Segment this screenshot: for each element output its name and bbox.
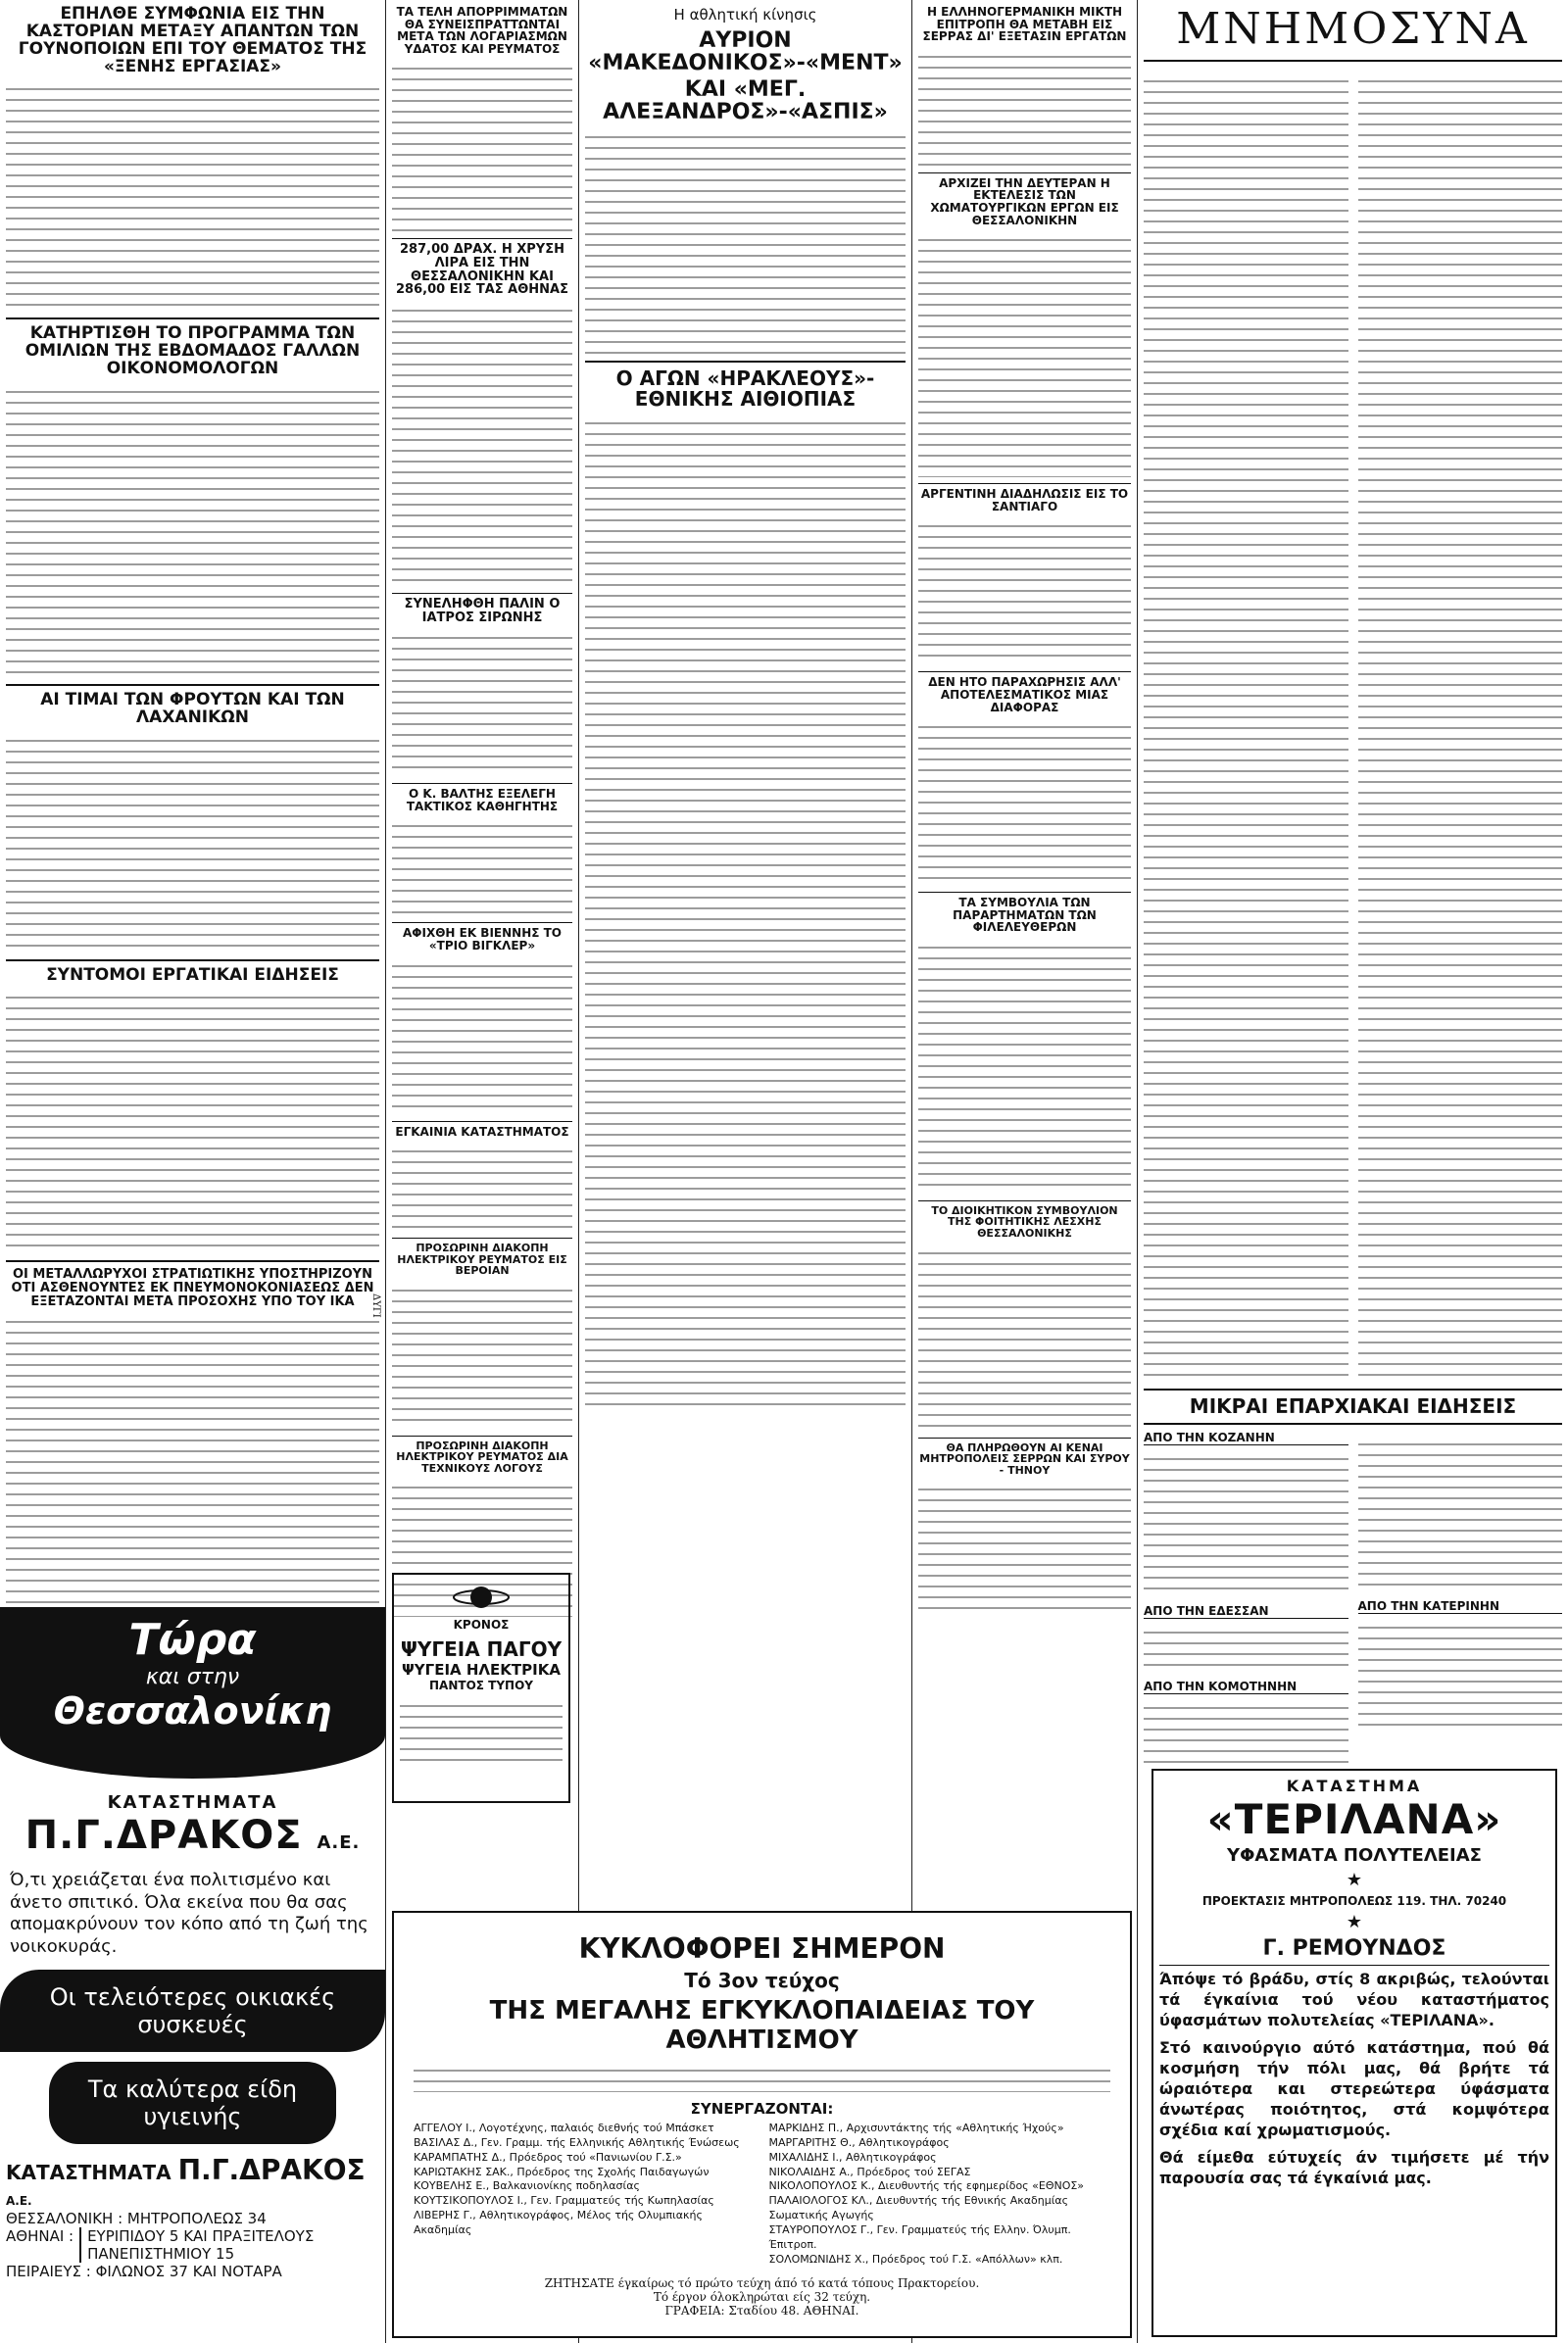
ad-brand: ΚΡΟΝΟΣ [453,1618,510,1632]
headline: ΟΙ ΜΕΤΑΛΛΩΡΥΧΟΙ ΣΤΡΑΤΙΩΤΙΚΗΣ ΥΠΟΣΤΗΡΙΖΟΥΝ ΟΤΙ ΑΣΘΕΝΟΥΝΤΕΣ ΕΚ ΠΝΕΥΜΟΝΟΚΟΝΙΑΣΕΩΣ ΔΕΝ ΕΞΕΤΑΖΟΝΤΑΙ ΜΕΤΑ ΠΡΟΣΟΧΗΣ ΥΠΟ ΤΟΥ ΙΚΑ [11,1267,374,1309]
article-text [6,733,379,953]
article-text [585,129,906,355]
contributors-left [414,2122,756,2267]
ad-address-city: ΑΘΗΝΑΙ : [6,2227,74,2245]
divider [918,671,1131,672]
headline: Ο Κ. ΒΑΛΤΗΣ ΕΞΕΛΕΓΗ ΤΑΚΤΙΚΟΣ ΚΑΘΗΓΗΤΗΣ [406,787,559,813]
headline: ΤΑ ΤΕΛΗ ΑΠΟΡΡΙΜΜΑΤΩΝ ΘΑ ΣΥΝΕΙΣΠΡΑΤΤΩΝΤΑΙ ΜΕΤΑ ΤΩΝ ΛΟΓΑΡΙΑΣΜΩΝ ΥΔΑΤΟΣ ΚΑΙ ΡΕΥΜΑΤΟΣ [396,5,568,56]
headline-main: ΑΥΡΙΟΝ «ΜΑΚΕΔΟΝΙΚΟΣ»-«ΜΕΝΤ» [588,28,903,76]
headline: ΕΓΚΑΙΝΙΑ ΚΑΤΑΣΤΗΜΑΤΟΣ [395,1124,569,1139]
ad-text [400,1698,563,1767]
article-text [6,81,379,312]
article-text [6,1314,379,1613]
ad-text: Άπόψε τό βράδυ, στίς 8 ακριβώς, τελούνται τά έγκαίνια τού νέου καταστήματος ύφασμάτων πολυτελείας «ΤΕΡΙΛΑΝΑ». [1159,1970,1549,2029]
ad-store-suffix: Α.Ε. [317,1832,361,1853]
headline: ΣΥΝΤΟΜΟΙ ΕΡΓΑΤΙΚΑΙ ΕΙΔΗΣΕΙΣ [46,964,339,985]
contributor-entry: ΣΤΑΥΡΟΠΟΥΛΟΣ Γ., Γεν. Γραμματεύς τής Ελλην. Όλυμπ. Έπιτροπ. [768,2222,1071,2251]
divider [6,959,379,961]
headline: ΚΑΤΗΡΤΙΣΘΗ ΤΟ ΠΡΟΓΡΑΜΜΑ ΤΩΝ ΟΜΙΛΙΩΝ ΤΗΣ ΕΒΔΟΜΑΔΟΣ ΓΑΛΛΩΝ ΟΙΚΟΝΟΜΟΛΟΓΩΝ [24,323,361,379]
contributor-entry: ΣΟΛΟΜΩΝΙΔΗΣ Χ., Πρόεδρος τού Γ.Σ. «Απόλλων» κλπ. [768,2252,1063,2266]
divider [6,1260,379,1262]
ad-address: ΕΥΡΙΠΙΔΟΥ 5 ΚΑΙ ΠΡΑΞΙΤΕΛΟΥΣ [87,2227,315,2245]
divider [1159,1965,1549,1966]
drakos-advertisement [0,1294,385,2343]
article-text [918,1482,1131,1609]
kronos-advertisement [392,1573,570,1803]
dateline: ΑΠΟ ΤΗΝ ΚΟΖΑΝΗΝ [1144,1431,1348,1445]
headline: Η ΕΛΛΗΝΟΓΕΡΜΑΝΙΚΗ ΜΙΚΤΗ ΕΠΙΤΡΟΠΗ ΘΑ ΜΕΤΑΒΗ ΕΙΣ ΣΕΡΡΑΣ ΔΙ' ΕΞΕΤΑΣΙΝ ΕΡΓΑΤΩΝ [922,5,1127,44]
contributor-entry: ΒΑΣΙΛΑΣ Δ., Γεν. Γραμμ. τής Ελληνικής Αθλητικής Ένώσεως [414,2135,740,2149]
ad-text: Στό καινούργιο αύτό κατάστημα, πού θά κοσμήση τήν πόλι μας, θά βρήτε τά ώραιότερα και στερεώτερα ύφάσματα άνωτέρας ποιότητος, στά κομψότερα σχέδια καί χρωματισμούς. [1159,2038,1549,2139]
ad-line: ΚΑΤΑΣΤΗΜΑ [1286,1777,1423,1795]
article-text [918,1245,1131,1432]
divider [918,172,1131,173]
divider [392,1436,572,1437]
headline: ΣΥΝΕΛΗΦΘΗ ΠΑΛΙΝ Ο ΙΑΤΡΟΣ ΣΙΡΩΝΗΣ [404,596,561,625]
ad-line: Θεσσαλονίκη [53,1689,332,1733]
ad-footer-suffix: Α.Ε. [6,2194,32,2208]
article-text [1358,1620,1563,1728]
headline: ΑΙ ΤΙΜΑΙ ΤΩΝ ΦΡΟΥΤΩΝ ΚΑΙ ΤΩΝ ΛΑΧΑΝΙΚΩΝ [40,689,345,727]
ad-line: και στην [145,1665,240,1689]
planet-logo-icon [452,1581,511,1614]
star-icon: ★ [1346,1870,1363,1890]
article-text [6,384,379,678]
ad-footer [0,2154,385,2280]
column-1 [0,0,385,2343]
divider [6,684,379,686]
ad-side-code: ΔΥΓΙ [370,1294,381,1318]
divider [918,1438,1131,1439]
headline: ΕΠΗΛΘΕ ΣΥΜΦΩΝΙΑ ΕΙΣ ΤΗΝ ΚΑΣΤΟΡΙΑΝ ΜΕΤΑΞΥ ΑΠΑΝΤΩΝ ΤΩΝ ΓΟΥΝΟΠΟΙΩΝ ΕΠΙ ΤΟΥ ΘΕΜΑΤΟΣ ΤΗΣ «ΞΕΝΗΣ ΕΡΓΑΣΙΑΣ» [18,4,368,76]
headline: ΠΡΟΣΩΡΙΝΗ ΔΙΑΚΟΠΗ ΗΛΕΚΤΡΙΚΟΥ ΡΕΥΜΑΤΟΣ ΔΙΑ ΤΕΧΝΙΚΟΥΣ ΛΟΓΟΥΣ [396,1439,568,1475]
article-text [1358,1437,1563,1593]
divider [6,317,379,319]
contributors [400,2118,1124,2270]
headline: ΘΑ ΠΛΗΡΩΘΟΥΝ ΑΙ ΚΕΝΑΙ ΜΗΤΡΟΠΟΛΕΙΣ ΣΕΡΡΩΝ ΚΑΙ ΣΥΡΟΥ - ΤΗΝΟΥ [919,1440,1130,1477]
ad-footer: ΓΡΑΦΕΙΑ: Σταδίου 48. ΑΘΗΝΑΙ. [664,2304,859,2319]
ad-footer-store: ΚΑΤΑΣΤΗΜΑΤΑ [6,2161,172,2184]
headline: ΑΦΙΧΘΗ ΕΚ ΒΙΕΝΝΗΣ ΤΟ «ΤΡΙΟ ΒΙΓΚΛΕΡ» [403,926,562,952]
ad-title: ΠΑΝΤΟΣ ΤΥΠΟΥ [429,1679,533,1692]
obituary-list [1358,73,1563,1377]
headline: ΔΕΝ ΗΤΟ ΠΑΡΑΧΩΡΗΣΙΣ ΑΛΛ' ΑΠΟΤΕΛΕΣΜΑΤΙΚΟΣ ΜΙΑΣ ΔΙΑΦΟΡΑΣ [928,675,1121,714]
contributor-entry: ΚΟΥΒΕΛΗΣ Ε., Βαλκανιονίκης ποδηλασίας [414,2179,640,2193]
article-text [6,990,379,1254]
ad-owner: Γ. ΡΕΜΟΥΝΔΟΣ [1262,1936,1446,1961]
terilana-advertisement [1152,1769,1557,2337]
contributor-entry: ΚΟΥΤΣΙΚΟΠΟΥΛΟΣ Ι., Γεν. Γραμματεύς τής Κωπηλασίας [414,2194,714,2208]
contributor-entry: ΝΙΚΟΛΟΠΟΥΛΟΣ Κ., Διευθυντής τής εφημερίδος «ΕΘΝΟΣ» [768,2179,1085,2193]
ad-headline: ΚΥΚΛΟΦΟΡΕΙ ΣΗΜΕΡΟΝ [578,1932,946,1965]
headline: ΠΡΟΣΩΡΙΝΗ ΔΙΑΚΟΠΗ ΗΛΕΚΤΡΙΚΟΥ ΡΕΥΜΑΤΟΣ ΕΙΣ ΒΕΡΟΙΑΝ [397,1242,567,1278]
dateline: ΑΠΟ ΤΗΝ ΚΟΜΟΤΗΝΗΝ [1144,1680,1348,1694]
divider [392,783,572,784]
ad-address: ΘΕΣΣΑΛΟΝΙΚΗ : ΜΗΤΡΟΠΟΛΕΩΣ 34 [6,2210,267,2227]
article-text [585,415,906,1405]
section-kicker: Η αθλητική κίνησις [673,6,817,24]
contributors-right [769,2122,1111,2267]
headline-main: ΚΑΙ «ΜΕΓ. ΑΛΕΞΑΝΔΡΟΣ»-«ΑΣΠΙΣ» [603,77,888,125]
headline: ΑΡΓΕΝΤΙΝΗ ΔΙΑΔΗΛΩΣΙΣ ΕΙΣ ΤΟ ΣΑΝΤΙΑΓΟ [920,487,1129,513]
contributor-entry: ΛΙΒΕΡΗΣ Γ., Αθλητικογράφος, Μέλος τής Ολυμπιακής Ακαδημίας [414,2209,703,2236]
divider [392,593,572,594]
ad-footer-name: Π.Γ.ΔΡΑΚΟΣ [177,2154,366,2186]
encyclopedia-advertisement [392,1911,1132,2338]
divider [1144,1389,1562,1391]
contributor-entry: ΑΓΓΕΛΟΥ Ι., Λογοτέχνης, παλαιός διεθνής τού Μπάσκετ [414,2122,714,2134]
article-text [918,232,1131,477]
divider [918,483,1131,484]
contributor-entry: ΝΙΚΟΛΑΙΔΗΣ Α., Πρόεδρος τού ΣΕΓΑΣ [768,2165,971,2178]
article-text [1144,1451,1348,1598]
provincial-news [1144,1431,1562,1775]
article-text [918,518,1131,665]
ad-store-block [0,1792,385,1858]
contributor-entry: ΚΑΡΙΩΤΑΚΗΣ ΣΑΚ., Πρόεδρος της Σχολής Παιδαγωγών [414,2165,710,2178]
divider [392,1121,572,1122]
section-title: ΜΙΚΡΑΙ ΕΠΑΡΧΙΑΚΑΙ ΕΙΔΗΣΕΙΣ [1189,1394,1517,1418]
contributor-entry: ΜΙΧΑΛΙΔΗΣ Ι., Αθλητικογράφος [768,2150,937,2164]
headline: ΤΑ ΣΥΜΒΟΥΛΙΑ ΤΩΝ ΠΑΡΑΡΤΗΜΑΤΩΝ ΤΩΝ ΦΙΛΕΛΕΥΘΕΡΩΝ [953,896,1097,935]
article-text [392,958,572,1115]
divider [392,238,572,239]
divider [918,892,1131,893]
article-text [392,1144,572,1232]
divider [585,361,906,363]
ad-store-name: «ΤΕΡΙΛΑΝΑ» [1206,1795,1502,1843]
article-text [392,1283,572,1430]
article-text [1144,1700,1348,1769]
headline: ΤΟ ΔΙΟΙΚΗΤΙΚΟΝ ΣΥΜΒΟΥΛΙΟΝ ΤΗΣ ΦΟΙΤΗΤΙΚΗΣ ΛΕΣΧΗΣ ΘΕΣΣΑΛΟΝΙΚΗΣ [931,1203,1118,1240]
ad-line: ΣΥΝΕΡΓΑΖΟΝΤΑΙ: [690,2100,834,2118]
ad-text [414,2063,1110,2092]
article-text [392,303,572,587]
ad-text: Οι τελειότερες οικιακές συσκευές [0,1970,385,2052]
ad-title: ΨΥΓΕΙΑ ΠΑΓΟΥ [400,1637,563,1661]
contributor-entry: ΚΑΡΑΜΠΑΤΗΣ Δ., Πρόεδρος τού «Πανιωνίου Γ.Σ.» [414,2150,682,2164]
ad-headline: ΤΗΣ ΜΕΓΑΛΗΣ ΕΓΚΥΚΛΟΠΑΙΔΕΙΑΣ ΤΟΥ ΑΘΛΗΤΙΣΜΟΥ [489,1996,1035,2055]
ad-title: ΨΥΓΕΙΑ ΗΛΕΚΤΡΙΚΑ [402,1661,561,1679]
dateline: ΑΠΟ ΤΗΝ ΚΑΤΕΡΙΝΗΝ [1358,1599,1563,1614]
headline: ΑΡΧΙΖΕΙ ΤΗΝ ΔΕΥΤΕΡΑΝ Η ΕΚΤΕΛΕΣΙΣ ΤΩΝ ΧΩΜΑΤΟΥΡΓΙΚΩΝ ΕΡΓΩΝ ΕΙΣ ΘΕΣΣΑΛΟΝΙΚΗΝ [930,175,1119,227]
ad-footer: ΖΗΤΗΣΑΤΕ έγκαίρως τό πρώτο τεύχη άπό τό κατά τόπους Πρακτορείου. [544,2276,980,2291]
ad-text: Τα καλύτερα είδη υγιεινής [49,2062,336,2144]
divider [1144,1423,1562,1425]
ad-address: ΠΑΝΕΠΙΣΤΗΜΙΟΥ 15 [87,2245,235,2263]
divider [392,1238,572,1239]
ad-line: ΥΦΑΣΜΑΤΑ ΠΟΛΥΤΕΛΕΙΑΣ [1227,1845,1482,1866]
ad-line: ΚΑΤΑΣΤΗΜΑΤΑ [107,1792,278,1813]
article-text [918,940,1131,1195]
article-text [918,719,1131,886]
article-text [392,818,572,916]
ad-text: Θά είμεθα εύτυχείς άν τιμήσετε μέ τήν παρουσία σας τά έγκαίνιά μας. [1159,2148,1549,2188]
contributor-entry: ΜΑΡΓΑΡΙΤΗΣ Θ., Αθλητικογράφος [768,2135,950,2149]
headline: 287,00 ΔΡΑΧ. Η ΧΡΥΣΗ ΛΙΡΑ ΕΙΣ ΤΗΝ ΘΕΣΣΑΛΟΝΙΚΗΝ ΚΑΙ 286,00 ΕΙΣ ΤΑΣ ΑΘΗΝΑΣ [396,242,568,298]
ad-address: ΠΡΟΕΚΤΑΣΙΣ ΜΗΤΡΟΠΟΛΕΩΣ 119. ΤΗΛ. 70240 [1201,1894,1507,1908]
ad-address: ΠΕΙΡΑΙΕΥΣ : ΦΙΛΩΝΟΣ 37 ΚΑΙ ΝΟΤΑΡΑ [6,2263,282,2280]
ad-line: Τό 3ον τεύχος [684,1969,840,1992]
contributor-entry: ΠΑΛΑΙΟΛΟΓΟΣ ΚΛ., Διευθυντής τής Εθνικής Ακαδημίας Σωματικής Αγωγής [768,2194,1069,2222]
ad-text: Ό,τι χρειάζεται ένα πολιτισμένο και άνετο σπιτικό. Όλα εκείνα που θα σας απομακρύνουν τον κόπο από τη ζωή της νοικοκυράς. [10,1870,368,1957]
article-text [392,61,572,232]
ad-footer: Τό έργον όλοκληρώται είς 32 τεύχη. [653,2290,871,2305]
ad-line: Τώρα [128,1615,257,1665]
headline-main: Ο ΑΓΩΝ «ΗΡΑΚΛΕΟΥΣ»-ΕΘΝΙΚΗΣ ΑΙΘΙΟΠΙΑΣ [615,366,875,412]
star-icon: ★ [1346,1912,1363,1932]
divider [392,922,572,923]
article-text [392,630,572,777]
divider [1144,60,1562,62]
dateline: ΑΠΟ ΤΗΝ ΕΔΕΣΣΑΝ [1144,1604,1348,1619]
ad-store-name: Π.Γ.ΔΡΑΚΟΣ [24,1813,303,1858]
divider [918,1200,1131,1201]
contributor-entry: ΜΑΡΚΙΔΗΣ Π., Αρχισυντάκτης τής «Αθλητικής Ήχούς» [768,2122,1064,2134]
section-title: ΜΝΗΜΟΣΥΝΑ [1176,4,1530,54]
obituary-columns [1144,68,1562,1383]
column-5 [1138,0,1568,2343]
ad-headline-box [0,1607,385,1779]
article-text [918,49,1131,167]
article-text [1144,1625,1348,1674]
obituary-list [1144,73,1348,1377]
